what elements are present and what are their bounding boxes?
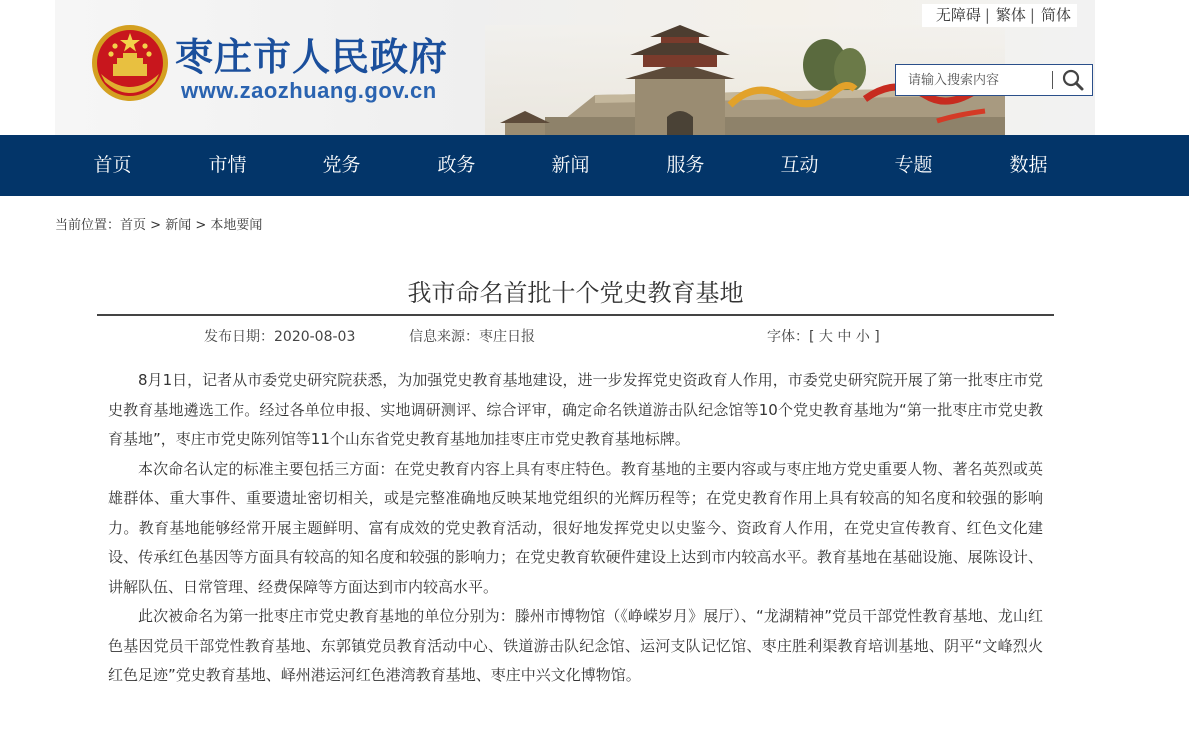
info-source-label: 信息来源：	[409, 329, 479, 345]
breadcrumb-separator: >	[146, 218, 166, 233]
breadcrumb-local-news-link[interactable]: 本地要闻	[210, 218, 263, 233]
divider: |	[1029, 6, 1035, 24]
breadcrumb-news-link[interactable]: 新闻	[165, 218, 192, 233]
font-size-close-bracket: ]	[874, 329, 880, 345]
nav-item-party-affairs[interactable]: 党务	[322, 154, 361, 176]
nav-item-government-affairs[interactable]: 政务	[437, 154, 476, 176]
simplified-chinese-link[interactable]: 简体	[1040, 6, 1071, 24]
nav-item-interaction[interactable]: 互动	[780, 154, 819, 176]
search-divider	[1052, 71, 1053, 89]
nav-item-data[interactable]: 数据	[1009, 154, 1048, 176]
font-size-small-button[interactable]: 小	[855, 329, 870, 345]
article-paragraph: 此次被命名为第一批枣庄市党史教育基地的单位分别为：滕州市博物馆（《峥嵘岁月》展厅）、“龙湖精神”党员干部党性教育基地、龙山红色基因党员干部党性教育基地、东郭镇党员教育活动中心、铁道游击队纪念馆、运河支队记忆馆、枣庄胜利渠教育培训基地、阴平“文峰烈火 红色足迹”党史教育基地、峄州港运河红色港湾教育基地、枣庄中兴文化博物馆。	[108, 607, 1043, 684]
article-paragraph: 8月1日，记者从市委党史研究院获悉，为加强党史教育基地建设，进一步发挥党史资政育人作用，市委党史研究院开展了第一批枣庄市党史教育基地遴选工作。经过各单位申报、实地调研测评、综合评审，确定命名铁道游击队纪念馆等10个党史教育基地为“第一批枣庄市党史教育基地”，枣庄市党史陈列馆等11个山东省党史教育基地加挂枣庄市党史教育基地标牌。	[108, 371, 1043, 448]
font-size-label: 字体：	[767, 329, 809, 345]
site-header	[55, 0, 1095, 135]
font-size-medium-button[interactable]: 中	[837, 329, 852, 345]
nav-item-home[interactable]: 首页	[93, 154, 132, 176]
divider: |	[984, 6, 990, 24]
search-box	[895, 64, 1093, 96]
search-button[interactable]	[1056, 65, 1092, 95]
top-links	[922, 4, 1077, 27]
info-source	[409, 326, 535, 346]
search-icon	[1056, 65, 1092, 95]
article	[97, 270, 1054, 684]
publish-date	[204, 326, 355, 346]
article-meta	[97, 316, 1054, 346]
accessibility-link[interactable]: 无障碍	[935, 6, 981, 24]
breadcrumb	[55, 214, 262, 233]
article-paragraph: 本次命名认定的标准主要包括三方面：在党史教育内容上具有枣庄特色。教育基地的主要内容或与枣庄地方党史重要人物、著名英烈或英雄群体、重大事件、重要遗址密切相关，或是完整准确地反映某地党组织的光辉历程等；在党史教育作用上具有较高的知名度和较强的影响力。教育基地能够经常开展主题鲜明、富有成效的党史教育活动，很好地发挥党史以史鉴今、资政育人作用，在党史宣传教育、红色文化建设、传承红色基因等方面具有较高的知名度和较强的影响力；在党史教育软硬件建设上达到市内较高水平。教育基地在基础设施、展陈设计、讲解队伍、日常管理、经费保障等方面达到市内较高水平。	[108, 459, 1043, 596]
publish-date-value: 2020-08-03	[274, 329, 356, 345]
breadcrumb-home-link[interactable]: 首页	[120, 218, 147, 233]
font-size-controls	[767, 326, 880, 346]
search-input[interactable]	[896, 65, 1062, 95]
site-title: 枣庄市人民政府	[175, 35, 449, 79]
publish-date-label: 发布日期：	[204, 329, 274, 345]
nav-item-news[interactable]: 新闻	[551, 154, 590, 176]
info-source-value: 枣庄日报	[479, 329, 535, 345]
font-size-open-bracket: [	[809, 329, 815, 345]
nav-item-city-info[interactable]: 市情	[208, 154, 247, 176]
nav-item-services[interactable]: 服务	[666, 154, 705, 176]
breadcrumb-prefix: 当前位置：	[55, 218, 121, 233]
site-url: www.zaozhuang.gov.cn	[181, 78, 437, 103]
article-body	[108, 366, 1043, 691]
font-size-large-button[interactable]: 大	[818, 329, 833, 345]
national-emblem-logo	[89, 22, 171, 104]
traditional-chinese-link[interactable]: 繁体	[995, 6, 1026, 24]
main-nav	[0, 135, 1189, 196]
nav-item-topics[interactable]: 专题	[894, 154, 933, 176]
breadcrumb-separator: >	[191, 218, 211, 233]
article-title: 我市命名首批十个党史教育基地	[97, 270, 1054, 316]
